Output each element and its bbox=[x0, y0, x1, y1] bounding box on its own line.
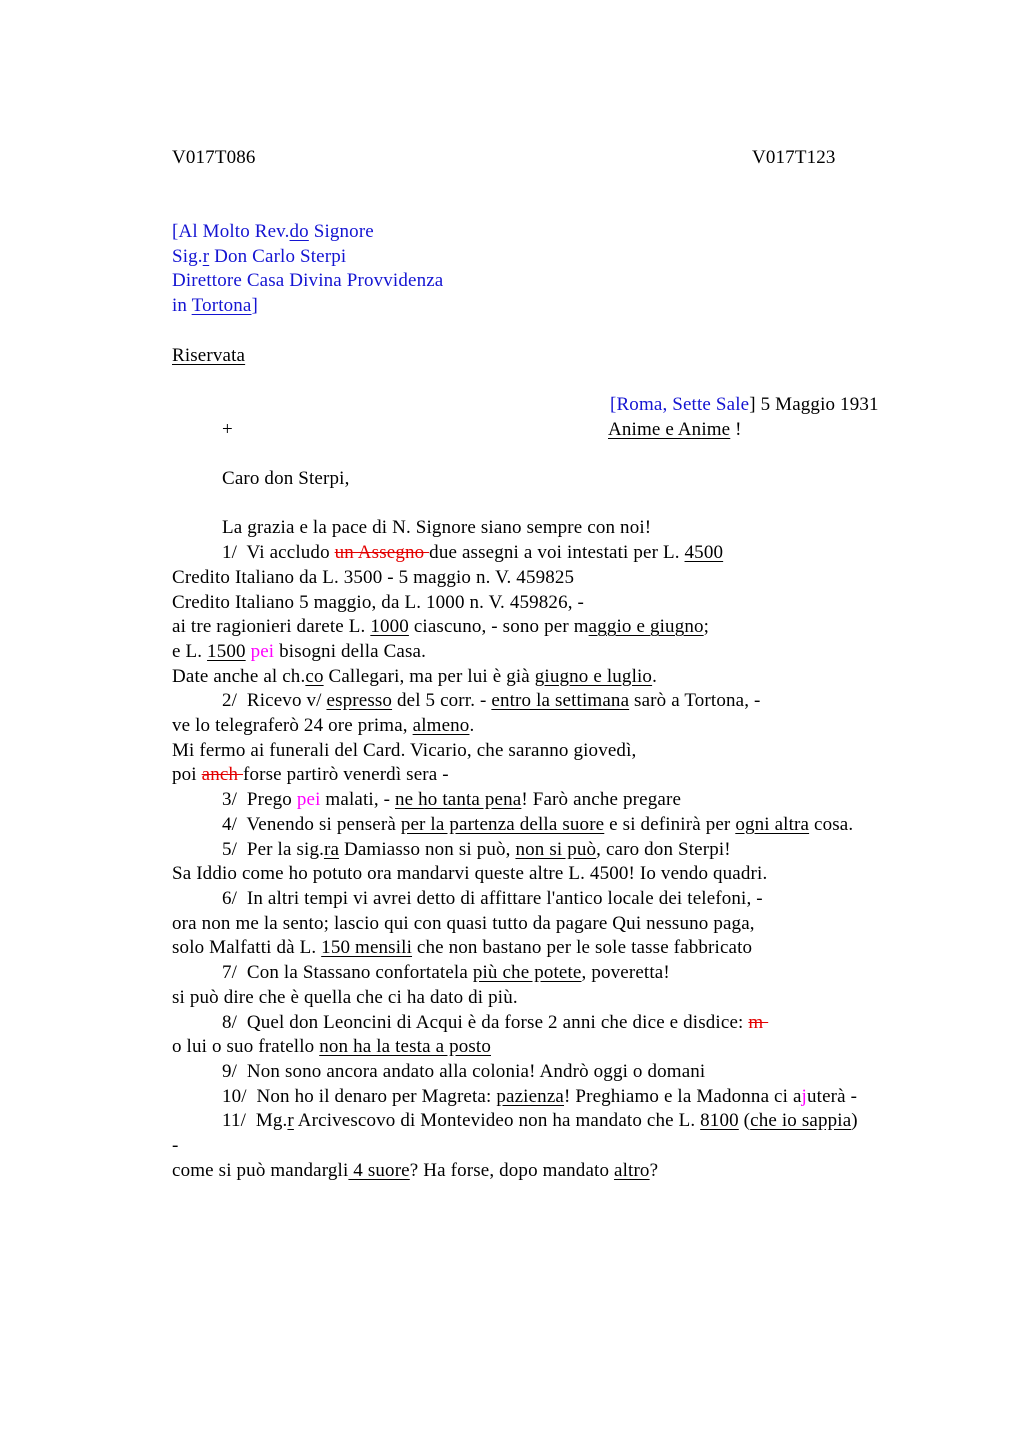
text-run: malati, - bbox=[320, 789, 395, 811]
text-run: solo Malfatti dà L. bbox=[172, 937, 322, 959]
text-run: del 5 corr. - bbox=[392, 690, 492, 712]
text-run: ciascuno, - sono per m bbox=[408, 616, 589, 638]
address bbox=[172, 269, 1002, 294]
text-run: sarò a Tortona, - bbox=[629, 690, 761, 712]
text-run: 7/ Con la Stassano confortatela bbox=[222, 962, 473, 984]
text-run: per la partenza della suore bbox=[400, 813, 605, 835]
text-run: [Al Molto Rev. bbox=[172, 221, 290, 243]
text-run: si può dire che è quella che ci ha dato di più. bbox=[172, 986, 518, 1008]
text-run: pei bbox=[250, 640, 275, 662]
text-line bbox=[172, 541, 1002, 566]
text-run: 150 mensili bbox=[321, 937, 413, 959]
text-run: aggio e giugno bbox=[588, 616, 704, 638]
text-run: più che potete bbox=[472, 962, 582, 984]
text-run: Credito Italiano 5 maggio, da L. 1000 n. V. 459826, - bbox=[172, 591, 585, 613]
text-run: ; bbox=[703, 616, 710, 638]
text-line bbox=[172, 615, 1002, 640]
text-run: Callegari, ma per lui è già bbox=[323, 665, 535, 687]
deleted-text-run: anch bbox=[201, 764, 244, 786]
text-run: due assegni a voi intestati per L. bbox=[429, 542, 685, 564]
text-run: ? Ha forse, dopo mandato bbox=[409, 1159, 615, 1181]
text-run: . bbox=[469, 715, 475, 737]
text-line bbox=[172, 1159, 1002, 1184]
text-run: Riservata bbox=[172, 344, 246, 366]
text-run: ra bbox=[324, 838, 340, 860]
text-run: uterà - bbox=[806, 1085, 858, 1107]
blank-line bbox=[172, 368, 1002, 393]
text-run: non si può bbox=[515, 838, 597, 860]
blank-line bbox=[172, 319, 1002, 344]
text-run: giugno e luglio bbox=[534, 665, 653, 687]
blank-line bbox=[172, 195, 1002, 220]
text-run: e L. bbox=[172, 640, 208, 662]
text-run: 9/ Non sono ancora andato alla colonia! Andrò oggi o domani bbox=[222, 1060, 706, 1082]
text-run: non ha la testa a posto bbox=[319, 1036, 491, 1058]
text-line bbox=[172, 1035, 1002, 1060]
blank-line bbox=[172, 492, 1002, 517]
text-run: altro bbox=[614, 1159, 650, 1181]
text-run: 4/ Venendo si penserà bbox=[222, 813, 401, 835]
text-line bbox=[172, 936, 1002, 961]
text-run: Direttore Casa Divina Provvidenza bbox=[172, 270, 444, 292]
text-line bbox=[172, 591, 1002, 616]
text-run: 3/ Prego bbox=[222, 789, 297, 811]
text-run: pazienza bbox=[496, 1085, 564, 1107]
text-line bbox=[172, 1085, 1002, 1110]
text-run: Credito Italiano da L. 3500 - 5 maggio n. V. 459825 bbox=[172, 566, 575, 588]
motto bbox=[172, 418, 1002, 443]
text-run: 1/ Vi accludo bbox=[222, 542, 335, 564]
dateline bbox=[172, 393, 1002, 418]
text-run: Caro don Sterpi, bbox=[222, 468, 350, 490]
text-run: r bbox=[287, 1110, 294, 1132]
text-run: che io sappia bbox=[750, 1110, 852, 1132]
text-run: ? bbox=[649, 1159, 659, 1181]
text-run: Signore bbox=[308, 221, 374, 243]
text-line bbox=[172, 862, 1002, 887]
text-run: [Roma, Sette Sale bbox=[610, 393, 750, 415]
text-run: ] bbox=[251, 295, 258, 317]
blank-line bbox=[172, 171, 1002, 196]
text-run: Date anche al ch. bbox=[172, 665, 306, 687]
text-line bbox=[172, 1134, 1002, 1159]
text-run: ! bbox=[730, 418, 742, 440]
text-run: 2/ Ricevo v/ bbox=[222, 690, 327, 712]
text-run: V017T123 bbox=[752, 147, 836, 168]
text-run: Damiasso non si può, bbox=[339, 838, 516, 860]
text-line bbox=[172, 566, 1002, 591]
text-run: o lui o suo fratello bbox=[172, 1036, 320, 1058]
text-run: Don Carlo Sterpi bbox=[209, 245, 347, 267]
text-run: 1000 bbox=[370, 616, 409, 638]
blank-line bbox=[172, 442, 1002, 467]
text-run: ( bbox=[738, 1110, 751, 1132]
text-run: . bbox=[652, 665, 657, 687]
text-line bbox=[172, 640, 1002, 665]
text-run: ! Preghiamo e la Madonna ci a bbox=[564, 1085, 802, 1107]
text-run: 1500 bbox=[207, 640, 246, 662]
text-run: do bbox=[289, 221, 309, 243]
address bbox=[172, 245, 1002, 270]
text-run: - bbox=[172, 1135, 179, 1157]
text-run: + bbox=[222, 418, 233, 440]
deleted-text-run: un Assegno bbox=[334, 542, 430, 564]
text-run: ne ho tanta pena bbox=[395, 789, 522, 811]
text-run: ] 5 Maggio 1931 bbox=[749, 393, 879, 415]
text-line bbox=[172, 1060, 1002, 1085]
text-line bbox=[172, 961, 1002, 986]
text-run: pei bbox=[296, 789, 321, 811]
text-run: ! Farò anche pregare bbox=[521, 789, 682, 811]
letter-content bbox=[172, 146, 1002, 1183]
text-run: , caro don Sterpi! bbox=[596, 838, 731, 860]
text-line bbox=[172, 1011, 1002, 1036]
text-run: ogni altra bbox=[735, 813, 810, 835]
salutation bbox=[172, 467, 1002, 492]
address bbox=[172, 294, 1002, 319]
text-run: forse partirò venerdì sera - bbox=[243, 764, 449, 786]
text-line bbox=[172, 788, 1002, 813]
text-line bbox=[172, 986, 1002, 1011]
text-run: espresso bbox=[326, 690, 393, 712]
text-run: che non bastano per le sole tasse fabbricato bbox=[412, 937, 753, 959]
text-run: 10/ Non ho il denaro per Magreta: bbox=[222, 1085, 497, 1107]
text-run: bisogni della Casa. bbox=[274, 640, 427, 662]
text-run: 4 suore bbox=[348, 1159, 410, 1181]
text-run: ve lo telegraferò 24 ore prima, bbox=[172, 715, 413, 737]
text-run: come si può mandargli bbox=[172, 1159, 349, 1181]
text-run: Sig. bbox=[172, 245, 203, 267]
text-line bbox=[172, 763, 1002, 788]
text-run: Sa Iddio come ho potuto ora mandarvi queste altre L. 4500! Io vendo quadri. bbox=[172, 863, 768, 885]
text-line bbox=[172, 912, 1002, 937]
text-run: r bbox=[202, 245, 210, 267]
text-run: Arcivescovo di Montevideo non ha mandato che L. bbox=[293, 1110, 701, 1132]
text-run: Tortona bbox=[191, 295, 252, 317]
text-line bbox=[172, 838, 1002, 863]
deleted-text-run: m bbox=[748, 1011, 769, 1033]
text-run: 8100 bbox=[700, 1110, 739, 1132]
text-run: Anime e Anime bbox=[608, 418, 731, 440]
text-run: poi bbox=[172, 764, 202, 786]
text-run: 11/ Mg. bbox=[222, 1110, 288, 1132]
text-run: Mi fermo ai funerali del Card. Vicario, che saranno giovedì, bbox=[172, 739, 637, 761]
confidential bbox=[172, 344, 1002, 369]
text-line bbox=[172, 714, 1002, 739]
text-run: V017T086 bbox=[172, 147, 256, 168]
text-line bbox=[172, 887, 1002, 912]
text-run: e si definirà per bbox=[604, 813, 736, 835]
text-run: entro la settimana bbox=[491, 690, 630, 712]
text-run: cosa. bbox=[809, 813, 854, 835]
text-run: in bbox=[172, 295, 192, 317]
text-run: ai tre ragionieri darete L. bbox=[172, 616, 371, 638]
text-line bbox=[172, 665, 1002, 690]
text-run: 4500 bbox=[684, 542, 724, 564]
text-run: 8/ Quel don Leoncini di Acqui è da forse 2 anni che dice e disdice: bbox=[222, 1011, 749, 1033]
text-run: ora non me la sento; lascio qui con quasi tutto da pagare Qui nessuno paga, bbox=[172, 912, 755, 934]
text-run: 5/ Per la sig. bbox=[222, 838, 324, 860]
address bbox=[172, 220, 1002, 245]
header-row bbox=[172, 146, 1002, 171]
text-run: , poveretta! bbox=[581, 962, 670, 984]
text-line bbox=[172, 516, 1002, 541]
text-line bbox=[172, 1109, 1002, 1134]
text-run: La grazia e la pace di N. Signore siano sempre con noi! bbox=[222, 517, 652, 539]
text-line bbox=[172, 813, 1002, 838]
text-run: almeno bbox=[412, 715, 470, 737]
text-line bbox=[172, 689, 1002, 714]
text-line bbox=[172, 739, 1002, 764]
text-run: j bbox=[801, 1085, 807, 1107]
text-run: ) bbox=[851, 1110, 858, 1132]
text-run: 6/ In altri tempi vi avrei detto di affittare l'antico locale dei telefoni, - bbox=[222, 888, 763, 909]
text-run: co bbox=[305, 665, 324, 687]
